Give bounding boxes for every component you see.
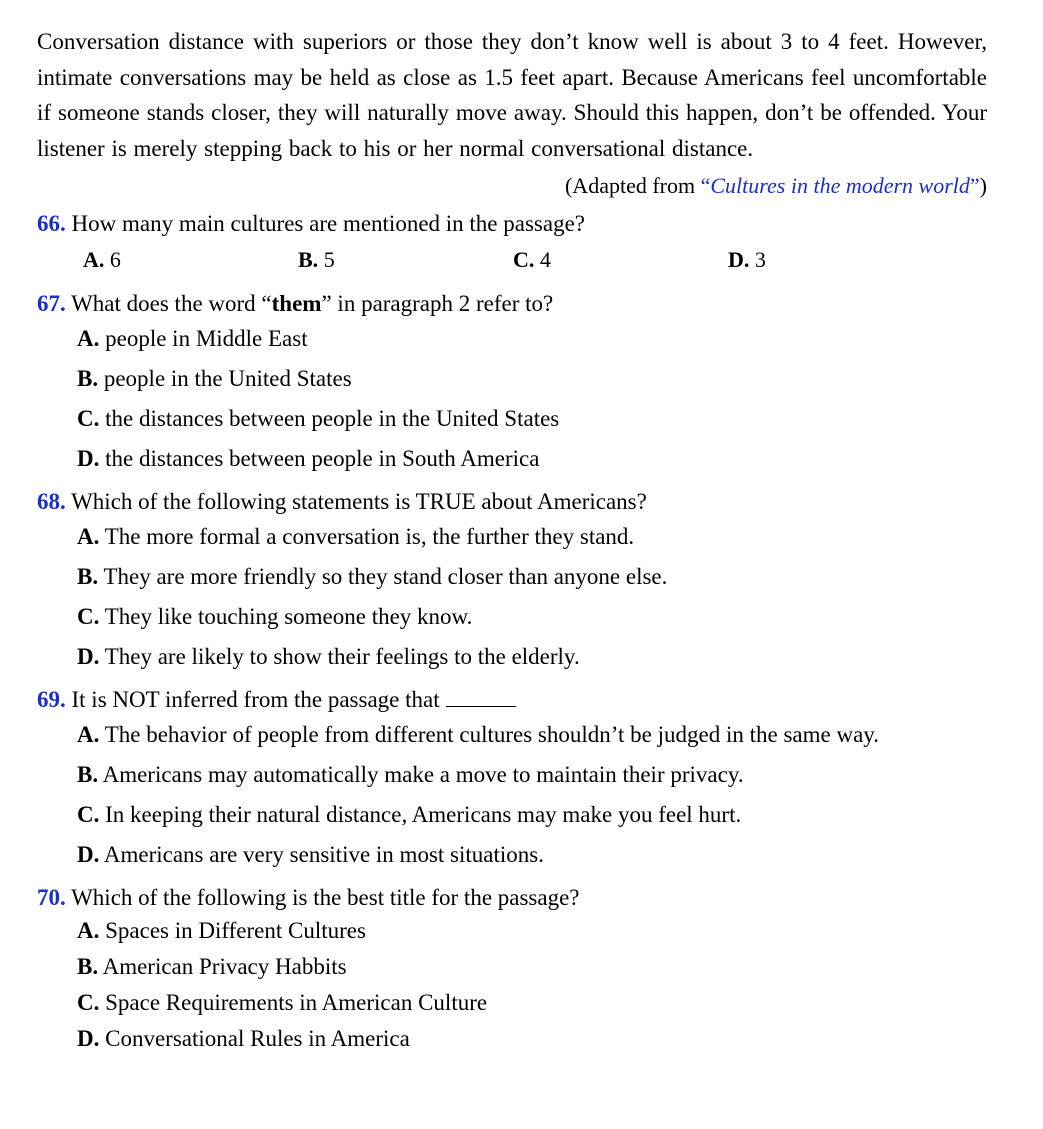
- passage-paragraph: Conversation distance with superiors or those they don’t know well is about 3 to 4 feet. However, intimate conversations may be held as close as 1.5 feet apart. Because Americans feel uncomfortable if someone stands closer, they will naturally move away. Should this happen, don’t be offended. Your listener is merely stepping back to his or her normal conversational distance.: [37, 29, 987, 161]
- question-stem: [37, 289, 987, 319]
- question-stem: [37, 883, 987, 913]
- option-a[interactable]: A. people in Middle East: [77, 326, 308, 351]
- question-text: Which of the following is the best title for the passage?: [71, 885, 580, 910]
- document-page: [37, 24, 987, 1057]
- source-citation: [37, 171, 987, 201]
- source-prefix: (Adapted from: [564, 173, 701, 198]
- source-close-quote: ”: [969, 173, 980, 198]
- option-d[interactable]: D. Conversational Rules in America: [77, 1026, 410, 1051]
- options-list: [77, 913, 987, 1057]
- source-suffix: ): [979, 173, 987, 198]
- question-67: [37, 289, 987, 479]
- options-list: [77, 319, 987, 479]
- question-stem: [37, 209, 987, 239]
- option-d[interactable]: D. They are likely to show their feelings to the elderly.: [77, 644, 580, 669]
- question-stem: [37, 487, 987, 517]
- question-69: [37, 685, 987, 875]
- options-list: [77, 715, 987, 875]
- option-b[interactable]: B. They are more friendly so they stand closer than anyone else.: [77, 564, 668, 589]
- option-a[interactable]: A. The more formal a conversation is, the further they stand.: [77, 524, 635, 549]
- question-68: [37, 487, 987, 677]
- option-b[interactable]: B. American Privacy Habbits: [77, 954, 347, 979]
- option-d[interactable]: D. the distances between people in South America: [77, 446, 540, 471]
- options-list: [77, 517, 987, 677]
- question-text-after: ” in paragraph 2 refer to?: [321, 291, 554, 316]
- question-number: 68.: [37, 489, 66, 514]
- source-open-quote: “: [700, 173, 711, 198]
- question-text-bold: them: [271, 291, 322, 316]
- question-text-before: What does the word “: [71, 291, 272, 316]
- question-text: How many main cultures are mentioned in the passage?: [71, 211, 586, 236]
- question-text: It is NOT inferred from the passage that: [71, 687, 440, 712]
- option-d[interactable]: D. Americans are very sensitive in most situations.: [77, 842, 544, 867]
- option-c[interactable]: C. 4: [513, 247, 551, 272]
- question-number: 69.: [37, 687, 66, 712]
- option-c[interactable]: C. They like touching someone they know.: [77, 604, 473, 629]
- source-title: Cultures in the modern world: [710, 173, 970, 198]
- option-c[interactable]: C. Space Requirements in American Culture: [77, 990, 488, 1015]
- option-d[interactable]: D. 3: [728, 247, 766, 272]
- question-stem: [37, 685, 987, 715]
- option-b[interactable]: B. people in the United States: [77, 366, 352, 391]
- question-66: [37, 209, 987, 281]
- question-70: [37, 883, 987, 1057]
- answer-blank[interactable]: [446, 688, 516, 707]
- option-a[interactable]: A. 6: [83, 247, 121, 272]
- question-number: 67.: [37, 291, 66, 316]
- option-c[interactable]: C. In keeping their natural distance, Americans may make you feel hurt.: [77, 802, 742, 827]
- question-number: 70.: [37, 885, 66, 910]
- question-number: 66.: [37, 211, 66, 236]
- options-row: [83, 239, 987, 281]
- option-a[interactable]: A. The behavior of people from different cultures shouldn’t be judged in the same way.: [77, 722, 880, 747]
- option-a[interactable]: A. Spaces in Different Cultures: [77, 918, 366, 943]
- option-b[interactable]: B. 5: [298, 247, 335, 272]
- option-b[interactable]: B. Americans may automatically make a move to maintain their privacy.: [77, 762, 744, 787]
- question-text: Which of the following statements is TRUE about Americans?: [71, 489, 647, 514]
- option-c[interactable]: C. the distances between people in the United States: [77, 406, 560, 431]
